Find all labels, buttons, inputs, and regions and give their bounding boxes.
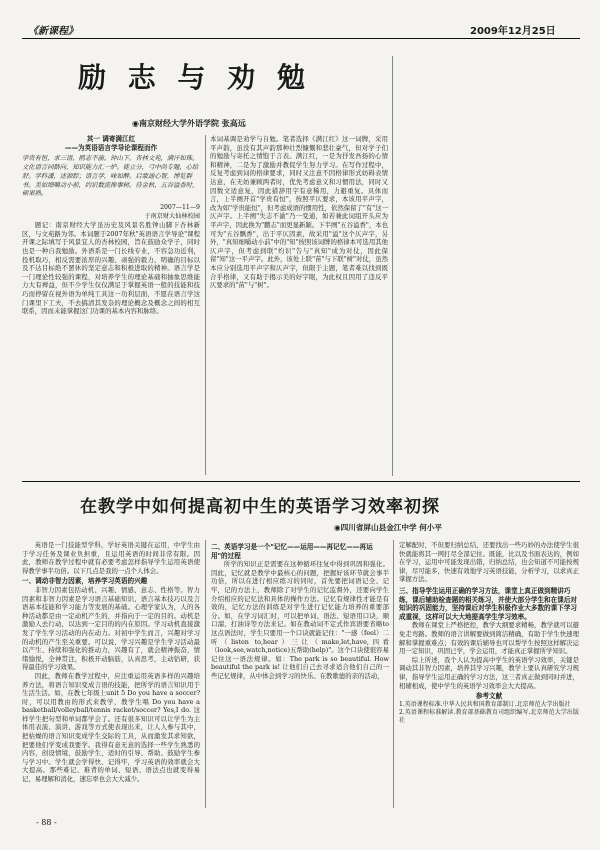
top-article-title: 励 志 与 劝 勉	[78, 61, 311, 94]
letter1-date: 2007—11—9	[160, 204, 200, 212]
col-divider	[393, 540, 394, 808]
section-1-body-2: 因此，教师在教学过程中，应注重运用英语多样的兴趣培养方法，将语言知识变成言语的技能，把所学的语言知识用于生活生活。如，在教七年级上unit 5 Do you have a soccer? 时，可以用教由的形式来教学，教学生唱 Do you have a basketball/volleyball/tennis racket/soccer? Yes,I do. 这样学生把句型和单词都学会了。还有很多知识可以让学生为主体用表演、演讲、游戏等方式使表现出来，让人人参与其中，把枯燥的语言知识变成学生交际的工具，从而激发其求知欲，把要他们学变成我要学。我得有意无意的选择一些学生熟悉的内容，创设情境，鼓励学生，适时的引导、帮助、鼓励学生参与学习中。学生就会学得快、记得牢，学习英语的效率就会大大提高。那些难记、难背的单词、短语、语法点也就变得易记、易理解和消化，速忘率也会大大减少。	[22, 671, 200, 784]
reference-item: 1.英语课程标准.中华人民共和国教育部制订.北京师范大学出版社	[399, 700, 571, 708]
issue-date: 2009年12月25日	[470, 26, 556, 37]
letter1-body1: 题记：南京财经大学虽历史及风景名胜钟山脚下杏林新区，与文苑路为邻。本词题于2007年秋"英语语言学导论"课程开课之际填写于风景宜人的杏林校园，旨在鼓励众学子，同时也是一种自我勉励。外语系是一门长线专业，不容急功近利，投机取巧，相反需要浓厚的兴趣、顽强的毅力、明确的目标以及不达目标绝不罢休的坚定意志和积极进取的精神。语言学是一门理论性较强的课程，对培养学生的理论基础和抽象思维能力大有裨益，但不少学生仅仅满足于掌握英语一般的技能和技巧而停留在视外语为单纯工具这一功利层面，不愿在语言学这门课里下工夫，不去搞清其发杂的理论概念及概念之间的相互联系，因而未能掌握这门功课的基本内容和脉络。	[22, 221, 200, 316]
letter1-body2: 本词基调是劝学与自勉。笔者选择《满江红》这一词牌，采用平声韵，虽没有其声韵那种壮烈慷慨和悲壮豪气，但对学子们的勉励与寄托之情饱于言表。满江红，一是为抒发吾扬的心情和精神，二是为了激励并教促学生努力学习。在写作过程中，反复考虑到词的格律要求，同时又注意不因格律形式妨碍表情达意，在无妨兼顾两者时，优先考虑意义和习惯用法，同时又因数文适意复，因此措辞用字有意稀用，力避重复。具体而言，上半阕开首"学贵有恒"，按照平仄要求，本该用平声字，改为如"学贵能恒"，但考虑成语的惯用性，依然保留了"有"这一仄声字。上半阕"失志不渝"乃一变通，如若兼此词组开头应为平声字，因此换为"鹏志"而更显新颖。下半阕"五谷溢香"，本也可为"五谷飘香"，出于平仄因素，故采用"溢"这个仄声字，另外，"真知细嚼动小前"中的"知"按照该词牌的格律本可选用其他仄声字，但考虑到联"灼识"告与"真知"成为对仗，因此保留"知"这一平声字。此外，该处上联"苗"与下联"树"对仗，虽然本应分别选用平声字和仄声字，但限于主题，笔者难以找到既合乎格律，又有助于揭示美的好字眼，为此权且因用了违反平仄要求的"苗"与"树"。	[210, 135, 388, 290]
references-heading: 参考文献	[475, 692, 503, 701]
col-divider	[392, 56, 393, 476]
header-rule	[22, 38, 580, 39]
journal-title: 《新课程》	[28, 26, 78, 37]
letter1-heading: 其一 调寄满江红	[86, 135, 136, 143]
main-article-author: ◉四川省屏山县金江中学 何小平	[334, 523, 442, 532]
conclusion: 综上所述，我个人认为提高中学生的英语学习效率，关键是调动其非智力因素，培养其学习兴趣，教学上要认真研究学习规律，指导学生运用正确的学习方法，这三者真正做到同时并进，相辅相成，使中学生的英语学习效率会大大提高。	[399, 655, 579, 690]
reference-item: 2.英语课程标准解读.教育部基础教育司组织编写.北京师范大学出版社	[399, 708, 579, 724]
main-intro: 英语是一门技能型学科，学好英语关键在运用，中学生由于学习任务及课业负担重，且运用英语的时间非常有限。因此，教师在教学过程中就有必要考虑怎样指导学生运用英语使得教学事半功倍。以下几点是我的一点个人体会。	[22, 541, 200, 575]
top-article-author: ◉南京财经大学外语学院 张高远	[132, 119, 246, 128]
main-col-3	[399, 541, 579, 805]
section-2-heading: 二、英语学习是一个"记忆——运用——再记忆——再运用"的过程	[211, 543, 373, 560]
section-3-heading: 三、指导学生运用正确的学习方法，课堂上真正做到精讲巧练，课后辅助检查题的相关练习，并使大部分学生和在课后对知识的巩固能力，坚持课后对学生积极作业大多数的课下学习成重视，这样可以大大地提高学生学习效率。	[399, 586, 578, 621]
section-3-body: 教师在课堂上严格把控，教学大纲要求精畅，教学就可以避免走弯路。教师的语言讲解要做到简洁精确，有助于学生快速理解和掌握重难点；有效的课后辅导也可以帮学生按照这样解决运用一定知识，巩固已学，学会运用，才能真正掌握所学知识。	[399, 621, 579, 656]
letter1-poem: 学贵有恒，求三语，鸥志不渝。钟山下，杏林文苑，满汗如珠。文化语言同路向，知识能力汇一炉。徒立分，弓中尚专题，心给舒。学科潘，述源踪；语言学，味如醉。启蒙迪心智，博览群书。美如细嚼动小前，约识数流搀事树。待金秋、五谷溢香时，硕果熟。	[22, 155, 199, 198]
section-1-heading: 一、调动非智力因素，培养学习英语的兴趣	[22, 577, 148, 586]
top-col-3	[398, 56, 578, 477]
main-col-1	[22, 541, 200, 805]
page-number: - 88 -	[36, 818, 57, 827]
main-col-2	[211, 541, 389, 805]
letter1-subheading: ——为英语语言学导论课程而作	[64, 143, 158, 152]
top-col-1	[22, 135, 200, 477]
letter1-place: 于南京财大仙林校园	[144, 212, 200, 220]
section-2-body-2: 定解配时，不但要归纳总结，还要找出一些巧妙的办法使学生很快就能将其一网打尽全部记住。既能，比以及书面表达的，例如在学习，运用中可能发现出错，归纳总结，也会知道不可能按规律，尽可能多，快速有效地学习英语技能，分析学习，以求真正掌握方法。	[399, 541, 579, 584]
section-rule	[22, 481, 580, 482]
main-article-title: 在教学中如何提高初中生的英语学习效率初探	[80, 497, 440, 517]
col-divider	[205, 540, 206, 808]
section-1-body-1: 非智力因素包括动机、兴趣、情感、意志、性格等。智力因素和非智力因素是学习语言基础知识、语言基本技巧以及言语基本技能和学习能力等发展的基础。心理学家认为，人的各种活动都是由一定动机产生的，并指向于一定的目的。动机是激励人去行动，以达到一定目的的内在原因。学习动机直接激发了学生学习活动的内在动力。对初中学生而言，兴趣对学习的动机的产生至关重要。可以说，学习兴趣是学生学习活动最以产生、持续和强化的推动力，兴趣有了，就会精神振奋，情绪愉悦，全神贯注，积极开动脑筋，认真思考，主动钻研，获得最佳的学习效果。	[22, 585, 200, 672]
top-col-2	[210, 135, 388, 477]
section-2-body-1: 所学的知识正是需要在这种循环往复中得到巩固和强化。因此，记忆就是教学中最核心的问题，把握好该环节就会事半功倍，所以在进行相应练习的同时，首先要把词语记全、记牢，记的方法上，教师除了对学生的记忆监督外，还要向学生介绍相应的记忆法和具体的操作方法。记忆有规律性才能是有效的，记忆方法的训练是对学生进行记忆能力培养的重要部分。如，在学习词汇时，可以把单词、语法、短语用口诀，顺口溜、打油诗等方法来记。如在教动词不定式作宾语要省略to这点语法时，学生只要用一个口诀就能记住："一感（feel）二听（listen to,hear）三让（make,let,have,四看（look,see,watch,notice)五帮助(help)"。这个口诀使很容易记住这一语法规律。如：The park is so beautiful. How beautiful the park is! 让他们自己去寻求适合他们自己的一些记忆规律，从中体会到学习的快乐。在教歌德的亲的活动，	[211, 560, 389, 680]
col-divider	[205, 135, 206, 475]
